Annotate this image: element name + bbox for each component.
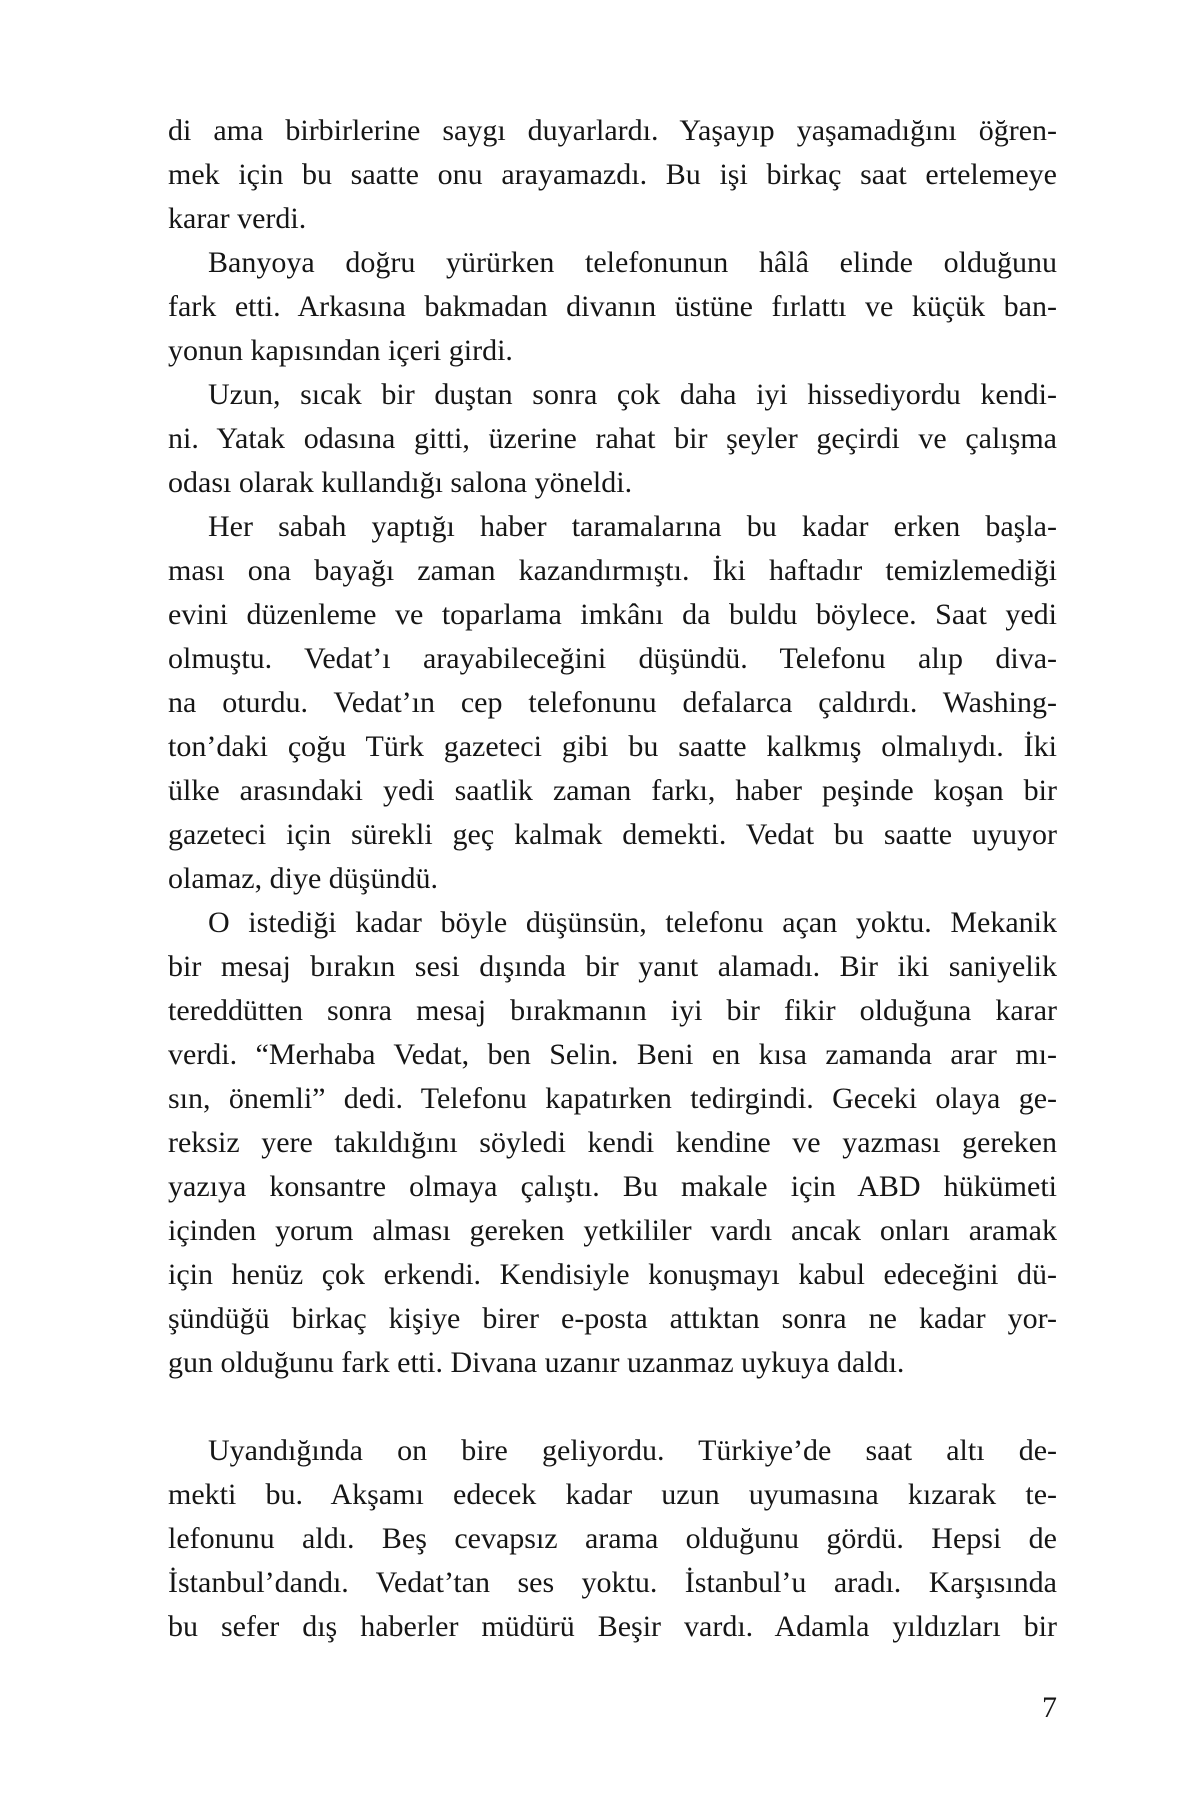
text-line: Banyoya doğru yürürken telefonunun hâlâ elinde olduğunu <box>208 246 1057 279</box>
text-line: olmuştu. Vedat’ı arayabileceğini düşündü. Telefonu alıp diva- <box>168 642 1057 675</box>
text-line: O istediği kadar böyle düşünsün, telefonu açan yoktu. Mekanik <box>208 906 1057 939</box>
paragraph <box>168 109 1057 241</box>
text-line: di ama birbirlerine saygı duyarlardı. Yaşayıp yaşamadığını öğren- <box>168 114 1057 147</box>
paragraph <box>168 901 1057 1385</box>
text-line: şündüğü birkaç kişiye birer e-posta attıktan sonra ne kadar yor- <box>168 1302 1057 1335</box>
text-line: karar verdi. <box>168 202 307 235</box>
text-line: ton’daki çoğu Türk gazeteci gibi bu saatte kalkmış olmalıydı. İki <box>168 730 1057 763</box>
text-line: Her sabah yaptığı haber taramalarına bu kadar erken başla- <box>208 510 1057 543</box>
paragraph <box>168 373 1057 505</box>
text-line: odası olarak kullandığı salona yöneldi. <box>168 466 633 499</box>
text-line: yonun kapısından içeri girdi. <box>168 334 513 367</box>
text-line: bu sefer dış haberler müdürü Beşir vardı. Adamla yıldızları bir <box>168 1610 1057 1643</box>
text-line: na oturdu. Vedat’ın cep telefonunu defalarca çaldırdı. Washing- <box>168 686 1057 719</box>
text-line: İstanbul’dandı. Vedat’tan ses yoktu. İstanbul’u aradı. Karşısında <box>168 1566 1057 1599</box>
text-line: fark etti. Arkasına bakmadan divanın üstüne fırlattı ve küçük ban- <box>168 290 1057 323</box>
text-line: gun olduğunu fark etti. Divana uzanır uzanmaz uykuya daldı. <box>168 1346 905 1379</box>
paragraph <box>168 505 1057 901</box>
text-line: mek için bu saatte onu arayamazdı. Bu işi birkaç saat ertelemeye <box>168 158 1057 191</box>
text-line: ması ona bayağı zaman kazandırmıştı. İki haftadır temizlemediği <box>168 554 1057 587</box>
text-line: içinden yorum alması gereken yetkililer vardı ancak onları aramak <box>168 1214 1057 1247</box>
page-text <box>168 109 1057 1649</box>
text-line: sın, önemli” dedi. Telefonu kapatırken tedirgindi. Geceki olaya ge- <box>168 1082 1057 1115</box>
text-line: evini düzenleme ve toparlama imkânı da buldu böylece. Saat yedi <box>168 598 1057 631</box>
text-line: ülke arasındaki yedi saatlik zaman farkı, haber peşinde koşan bir <box>168 774 1057 807</box>
text-line: tereddütten sonra mesaj bırakmanın iyi bir fikir olduğuna karar <box>168 994 1057 1027</box>
text-line: verdi. “Merhaba Vedat, ben Selin. Beni en kısa zamanda arar mı- <box>168 1038 1057 1071</box>
text-line: bir mesaj bırakın sesi dışında bir yanıt alamadı. Bir iki saniyelik <box>168 950 1057 983</box>
paragraph <box>168 1429 1057 1649</box>
page-number: 7 <box>1042 1691 1057 1724</box>
text-line: Uzun, sıcak bir duştan sonra çok daha iyi hissediyordu kendi- <box>208 378 1057 411</box>
text-line: yazıya konsantre olmaya çalıştı. Bu makale için ABD hükümeti <box>168 1170 1057 1203</box>
paragraph <box>168 241 1057 373</box>
text-line: için henüz çok erkendi. Kendisiyle konuşmayı kabul edeceğini dü- <box>168 1258 1057 1291</box>
text-line: gazeteci için sürekli geç kalmak demekti. Vedat bu saatte uyuyor <box>168 818 1057 851</box>
text-line: reksiz yere takıldığını söyledi kendi kendine ve yazması gereken <box>168 1126 1057 1159</box>
text-line: lefonunu aldı. Beş cevapsız arama olduğunu gördü. Hepsi de <box>168 1522 1057 1555</box>
text-line: Uyandığında on bire geliyordu. Türkiye’de saat altı de- <box>208 1434 1057 1467</box>
text-line: olamaz, diye düşündü. <box>168 862 438 895</box>
text-line: ni. Yatak odasına gitti, üzerine rahat bir şeyler geçirdi ve çalışma <box>168 422 1057 455</box>
text-line: mekti bu. Akşamı edecek kadar uzun uyumasına kızarak te- <box>168 1478 1057 1511</box>
